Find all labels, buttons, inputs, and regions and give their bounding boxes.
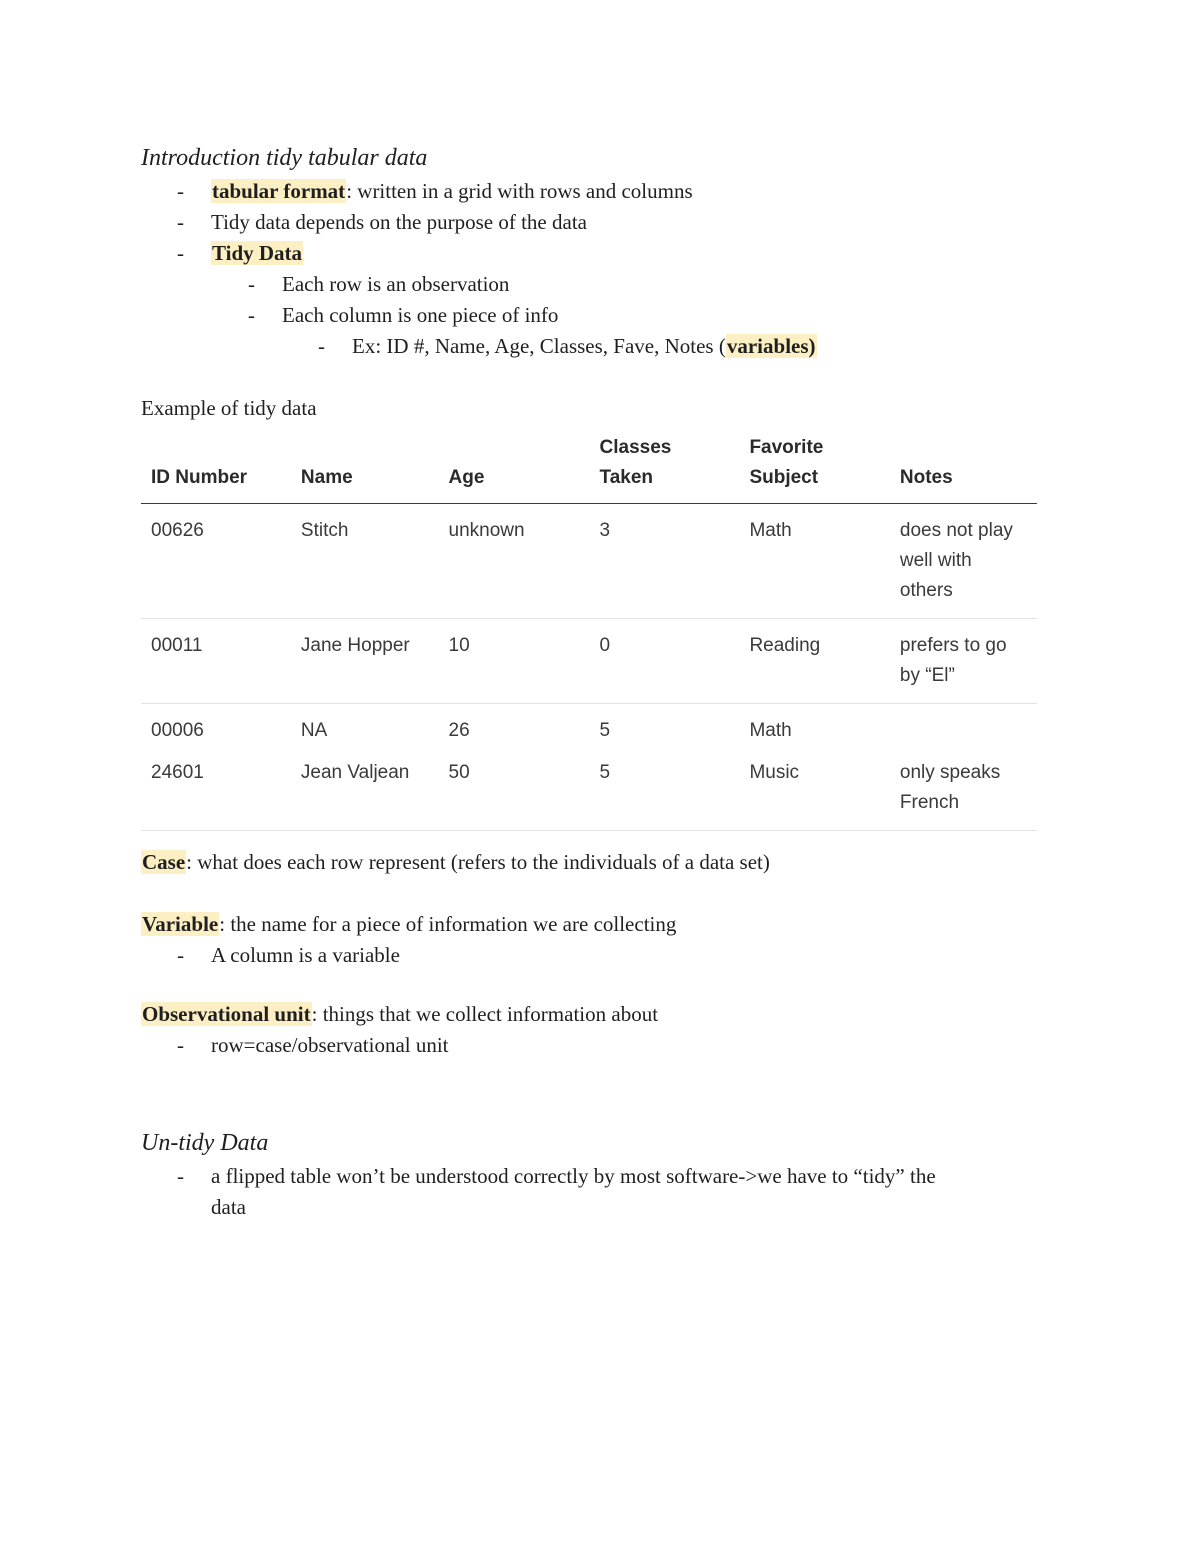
bullet-dash: -: [177, 179, 184, 203]
highlight-term: tabular format: [212, 179, 346, 203]
bullet-dash: -: [177, 1164, 184, 1188]
bullet-text: a flipped table won’t be understood correctly by most software->we have to “tidy” the: [211, 1164, 936, 1188]
cell-classes: 3: [590, 504, 740, 619]
bullet-row-case: [141, 1030, 1041, 1061]
cell-subject: Math: [749, 720, 792, 741]
cell-notes: prefers to go by “El”: [890, 619, 1037, 704]
cell-age: unknown: [439, 504, 590, 619]
example-label: Example of tidy data: [141, 396, 317, 420]
bullet-text: Each column is one piece of info: [282, 303, 559, 327]
bullet-text: : written in a grid with rows and columns: [346, 179, 693, 203]
header-classes-taken: Classes Taken: [590, 429, 740, 504]
table-header-row: [141, 429, 1037, 504]
header-favorite-subject: Favorite Subject: [739, 429, 889, 504]
header-name: Name: [291, 429, 439, 504]
cell-notes: [890, 704, 1037, 751]
definition-text: : what does each row represent (refers to the individuals of a data set): [186, 850, 770, 874]
bullet-text-continued: data: [211, 1195, 246, 1219]
cell-classes: 0: [590, 619, 740, 704]
definition-variable: [141, 909, 1041, 940]
bullet-text: row=case/observational unit: [211, 1033, 449, 1057]
document-page: [141, 140, 1041, 1223]
table-row: [141, 619, 1037, 704]
bullet-tidy-data: [141, 238, 1041, 269]
highlight-term: Tidy Data: [212, 241, 303, 265]
bullet-text: Ex: ID #, Name, Age, Classes, Fave, Notes (: [352, 334, 726, 358]
header-id-number: ID Number: [141, 429, 291, 504]
cell-name: Jean Valjean: [291, 750, 439, 831]
cell-id: 00626: [141, 504, 291, 619]
highlight-term: Variable: [142, 912, 219, 936]
highlight-term: variables): [726, 334, 816, 358]
bullet-dash: -: [177, 210, 184, 234]
sub-sub-bullet-example: [141, 331, 1041, 362]
bullet-purpose: [141, 207, 1041, 238]
bullet-dash: -: [318, 334, 325, 358]
bullet-tabular-format: [141, 176, 1041, 207]
cell-notes: does not play well with others: [890, 504, 1037, 619]
cell-age: 26: [448, 720, 470, 741]
tidy-data-table: [141, 429, 1037, 831]
cell-subject: Math: [739, 504, 889, 619]
highlight-term: Observational unit: [142, 1002, 311, 1026]
definition-observational-unit: [141, 999, 1041, 1030]
cell-id: 00006: [151, 720, 204, 741]
cell-name: Jane Hopper: [291, 619, 439, 704]
bullet-text: Each row is an observation: [282, 272, 510, 296]
section-heading-intro: Introduction tidy tabular data: [141, 145, 428, 171]
cell-id: 00011: [141, 619, 291, 704]
bullet-dash: -: [248, 272, 255, 296]
bullet-column-variable: [141, 940, 1041, 971]
table-row: [141, 704, 1037, 751]
cell-classes: 5: [590, 750, 740, 831]
definition-text: : the name for a piece of information we are collecting: [219, 912, 677, 936]
sub-bullet-row: [141, 269, 1041, 300]
definition-case: [141, 847, 1041, 878]
cell-classes: 5: [599, 720, 611, 741]
bullet-dash: -: [177, 943, 184, 967]
definition-text: : things that we collect information about: [311, 1002, 659, 1026]
cell-id: 24601: [141, 750, 291, 831]
cell-age: 50: [439, 750, 590, 831]
bullet-dash: -: [177, 241, 184, 265]
bullet-text: Tidy data depends on the purpose of the data: [211, 210, 587, 234]
header-notes: Notes: [890, 429, 1037, 504]
bullet-dash: -: [177, 1033, 184, 1057]
bullet-flipped-table: [141, 1161, 1041, 1223]
bullet-dash: -: [248, 303, 255, 327]
header-age: Age: [439, 429, 590, 504]
cell-name: NA: [300, 720, 328, 741]
cell-subject: Reading: [739, 619, 889, 704]
bullet-text: A column is a variable: [211, 943, 400, 967]
cell-notes: only speaks French: [890, 750, 1037, 831]
cell-age: 10: [439, 619, 590, 704]
section-heading-untidy: Un-tidy Data: [141, 1130, 269, 1156]
sub-bullet-column: [141, 300, 1041, 331]
cell-subject: Music: [739, 750, 889, 831]
highlight-term: Case: [142, 850, 186, 874]
table-row: [141, 504, 1037, 619]
cell-name: Stitch: [291, 504, 439, 619]
table-row: [141, 750, 1037, 831]
